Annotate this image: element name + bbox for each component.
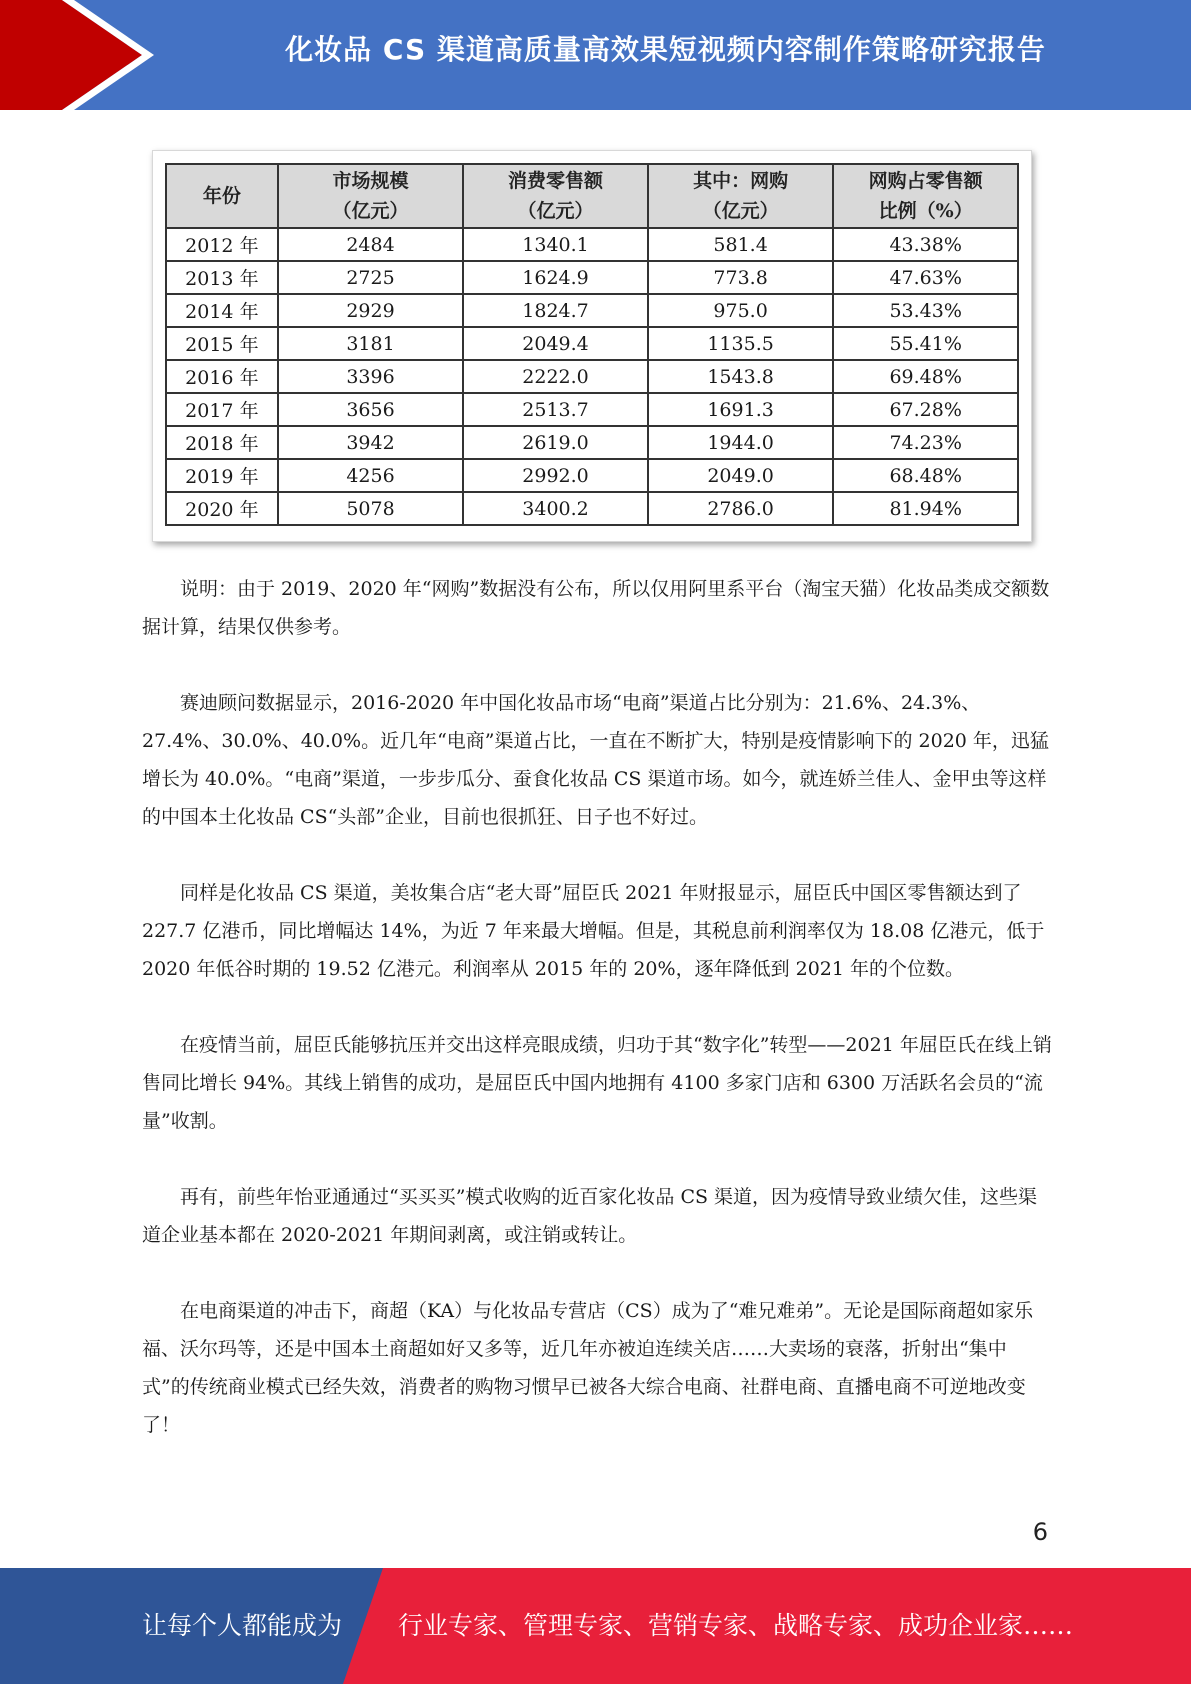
paragraph-watsons-financials: 同样是化妆品 CS 渠道，美妆集合店“老大哥”屈臣氏 2021 年财报显示，屈臣氏中国区零售额达到了 227.7 亿港币，同比增幅达 14%，为近 7 年来最大增幅。但是，其税息前利润率仅为 18.08 亿港元，低于 2020 年低谷时期的 19.52 亿港元。利润率从 2015 年的 20%，逐年降低到 2021 年的个位数。 xyxy=(142,882,1045,980)
cell-market-size: 2725 xyxy=(278,261,463,294)
table-header-row xyxy=(166,164,1018,228)
cell-year: 2020 年 xyxy=(166,492,278,525)
cell-online-ratio: 74.23% xyxy=(833,426,1018,459)
header-online-sales: 其中：网购 （亿元） xyxy=(648,164,834,228)
header-online-ratio: 网购占零售额 比例（%） xyxy=(833,164,1018,228)
data-table xyxy=(165,163,1019,526)
paragraph-watsons-digital: 在疫情当前，屈臣氏能够抗压并交出这样亮眼成绩，归功于其“数字化”转型——2021 年屈臣氏在线上销售同比增长 94%。其线上销售的成功，是屈臣氏中国内地拥有 4100 多家门店和 6300 万活跃名会员的“流量”收割。 xyxy=(142,1034,1052,1132)
cell-online-sales: 2786.0 xyxy=(648,492,834,525)
header-retail-sales: 消费零售额 （亿元） xyxy=(463,164,648,228)
header-chevron-decoration xyxy=(0,0,160,110)
paragraph-supermarket-decline: 在电商渠道的冲击下，商超（KA）与化妆品专营店（CS）成为了“难兄难弟”。无论是国际商超如家乐福、沃尔玛等，还是中国本土商超如好又多等，近几年亦被迫连续关店……大卖场的衰落，折射出“集中式”的传统商业模式已经失效，消费者的购物习惯早已被各大综合电商、社群电商、直播电商不可逆地改变了！ xyxy=(142,1300,1034,1436)
table-row xyxy=(166,261,1018,294)
footer-slogan-left: 让每个人都能成为 xyxy=(142,1611,343,1640)
header-market-size: 市场规模 （亿元） xyxy=(278,164,463,228)
cell-online-ratio: 47.63% xyxy=(833,261,1018,294)
cell-online-sales: 2049.0 xyxy=(648,459,834,492)
header-year: 年份 xyxy=(166,164,278,228)
cell-year: 2014 年 xyxy=(166,294,278,327)
header-banner xyxy=(0,0,1191,110)
cell-retail-sales: 1624.9 xyxy=(463,261,648,294)
cell-online-sales: 1691.3 xyxy=(648,393,834,426)
cell-retail-sales: 1824.7 xyxy=(463,294,648,327)
cell-retail-sales: 2222.0 xyxy=(463,360,648,393)
page-number: 6 xyxy=(1032,1518,1048,1546)
table-row xyxy=(166,492,1018,525)
cell-market-size: 3942 xyxy=(278,426,463,459)
footer-slogan-right: 行业专家、管理专家、营销专家、战略专家、成功企业家…… xyxy=(398,1611,1074,1640)
table-row xyxy=(166,294,1018,327)
cell-online-sales: 1944.0 xyxy=(648,426,834,459)
table-row xyxy=(166,393,1018,426)
cell-online-ratio: 67.28% xyxy=(833,393,1018,426)
table-row xyxy=(166,459,1018,492)
cell-online-ratio: 69.48% xyxy=(833,360,1018,393)
cell-retail-sales: 2992.0 xyxy=(463,459,648,492)
data-table-figure xyxy=(152,150,1032,542)
cell-retail-sales: 2513.7 xyxy=(463,393,648,426)
paragraph-eternal-asia: 再有，前些年怡亚通通过“买买买”模式收购的近百家化妆品 CS 渠道，因为疫情导致业绩欠佳，这些渠道企业基本都在 2020-2021 年期间剥离，或注销或转让。 xyxy=(142,1186,1038,1246)
cell-online-sales: 773.8 xyxy=(648,261,834,294)
cell-online-ratio: 68.48% xyxy=(833,459,1018,492)
cell-online-ratio: 55.41% xyxy=(833,327,1018,360)
cell-year: 2016 年 xyxy=(166,360,278,393)
cell-year: 2018 年 xyxy=(166,426,278,459)
footer-banner xyxy=(0,1568,1191,1684)
cell-market-size: 3396 xyxy=(278,360,463,393)
cell-online-sales: 1543.8 xyxy=(648,360,834,393)
cell-market-size: 3656 xyxy=(278,393,463,426)
cell-online-ratio: 43.38% xyxy=(833,228,1018,261)
cell-online-sales: 1135.5 xyxy=(648,327,834,360)
cell-year: 2017 年 xyxy=(166,393,278,426)
cell-year: 2015 年 xyxy=(166,327,278,360)
cell-online-sales: 581.4 xyxy=(648,228,834,261)
body-text xyxy=(142,570,1052,1482)
cell-market-size: 3181 xyxy=(278,327,463,360)
table-row xyxy=(166,360,1018,393)
cell-online-ratio: 81.94% xyxy=(833,492,1018,525)
table-row xyxy=(166,327,1018,360)
cell-market-size: 2929 xyxy=(278,294,463,327)
table-row xyxy=(166,228,1018,261)
report-title: 化妆品 CS 渠道高质量高效果短视频内容制作策略研究报告 xyxy=(285,33,1046,66)
cell-online-ratio: 53.43% xyxy=(833,294,1018,327)
cell-year: 2013 年 xyxy=(166,261,278,294)
cell-online-sales: 975.0 xyxy=(648,294,834,327)
cell-market-size: 5078 xyxy=(278,492,463,525)
paragraph-ecommerce-share: 赛迪顾问数据显示，2016-2020 年中国化妆品市场“电商”渠道占比分别为：21.6%、24.3%、27.4%、30.0%、40.0%。近几年“电商”渠道占比，一直在不断扩大，特别是疫情影响下的 2020 年，迅猛增长为 40.0%。“电商”渠道，一步步瓜分、蚕食化妆品 CS 渠道市场。如今，就连娇兰佳人、金甲虫等这样的中国本土化妆品 CS“头部”企业，目前也很抓狂、日子也不好过。 xyxy=(142,692,1049,828)
cell-year: 2019 年 xyxy=(166,459,278,492)
cell-market-size: 4256 xyxy=(278,459,463,492)
table-row xyxy=(166,426,1018,459)
cell-market-size: 2484 xyxy=(278,228,463,261)
cell-retail-sales: 3400.2 xyxy=(463,492,648,525)
cell-retail-sales: 1340.1 xyxy=(463,228,648,261)
note-paragraph: 说明：由于 2019、2020 年“网购”数据没有公布，所以仅用阿里系平台（淘宝天猫）化妆品类成交额数据计算，结果仅供参考。 xyxy=(142,578,1050,638)
cell-year: 2012 年 xyxy=(166,228,278,261)
cell-retail-sales: 2049.4 xyxy=(463,327,648,360)
cell-retail-sales: 2619.0 xyxy=(463,426,648,459)
